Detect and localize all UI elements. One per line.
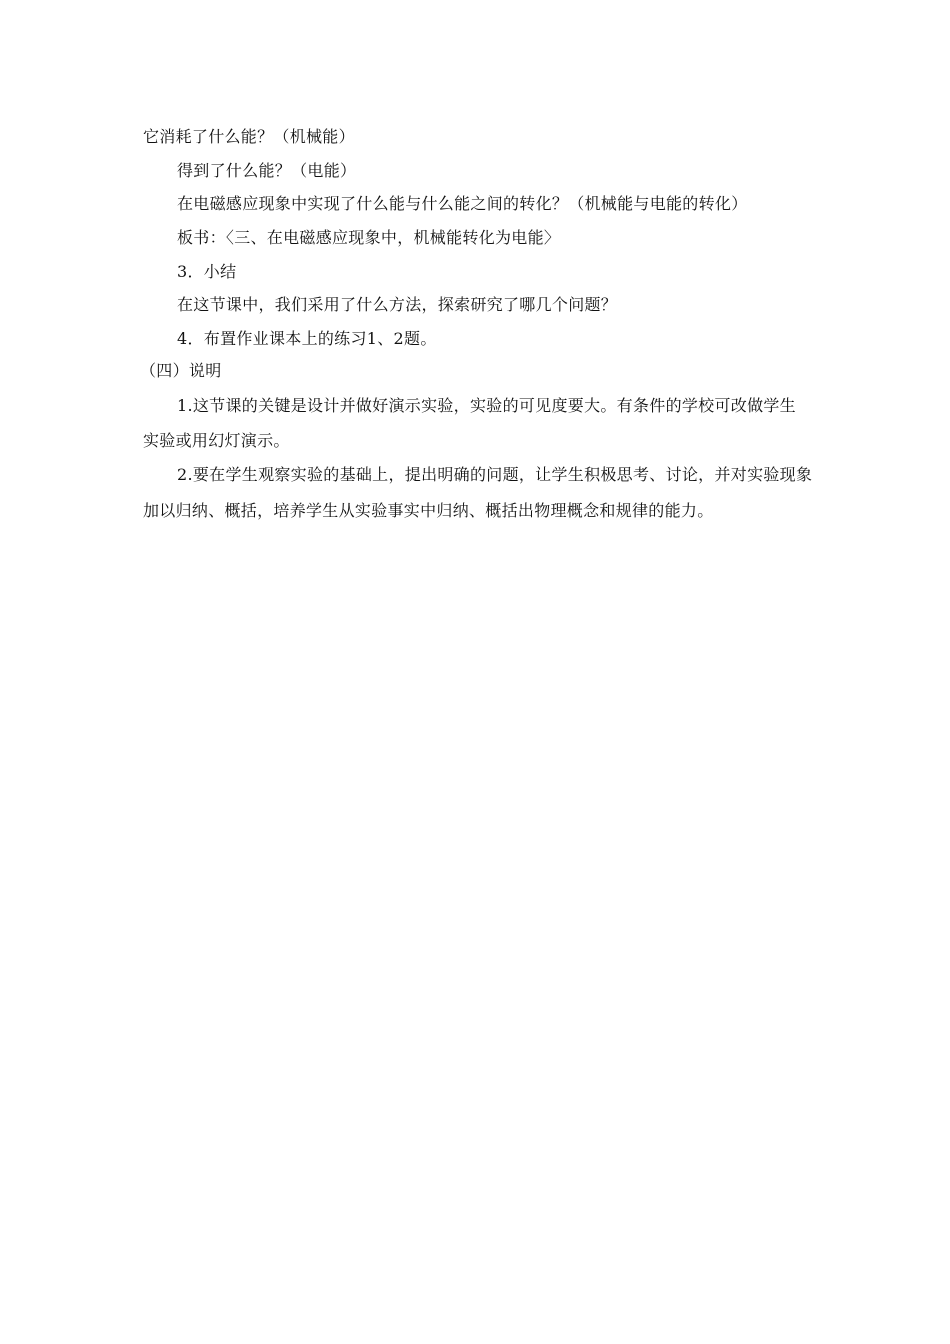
- heading-summary: 3．小结: [177, 262, 237, 281]
- text-line-energy-gained: 得到了什么能？（电能）: [177, 161, 357, 180]
- text-line-homework: 4．布置作业课本上的练习1、2题。: [177, 329, 437, 348]
- text-line-blackboard-note: 板书：〈三、在电磁感应现象中，机械能转化为电能〉: [177, 228, 561, 247]
- text-line-note-1-part-1: 1.这节课的关键是设计并做好演示实验，实验的可见度要大。有条件的学校可改做学生: [177, 396, 796, 415]
- heading-notes: （四）说明: [140, 361, 222, 380]
- text-line-note-2-part-2: 加以归纳、概括，培养学生从实验事实中归纳、概括出物理概念和规律的能力。: [143, 501, 714, 520]
- text-line-energy-conversion-question: 在电磁感应现象中实现了什么能与什么能之间的转化？（机械能与电能的转化）: [177, 194, 748, 213]
- text-line-note-2-part-1: 2.要在学生观察实验的基础上，提出明确的问题，让学生积极思考、讨论，并对实验现象: [177, 465, 813, 484]
- text-line-energy-consumed: 它消耗了什么能？（机械能）: [143, 127, 355, 146]
- text-line-summary-question: 在这节课中，我们采用了什么方法，探索研究了哪几个问题？: [177, 295, 618, 314]
- text-line-note-1-part-2: 实验或用幻灯演示。: [143, 431, 290, 450]
